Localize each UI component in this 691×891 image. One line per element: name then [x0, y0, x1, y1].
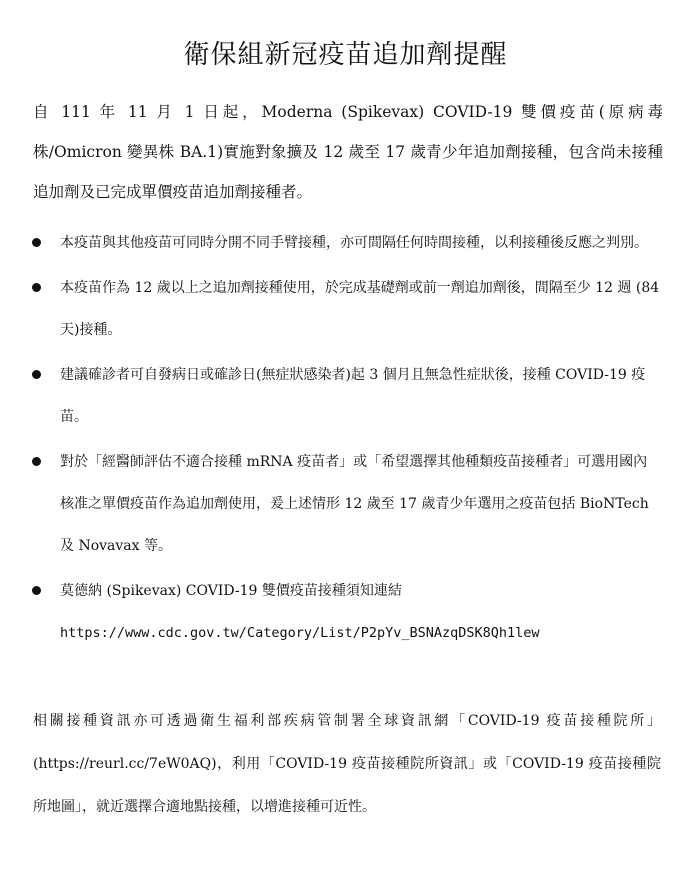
- list-item: [30, 222, 660, 264]
- list-item: [30, 441, 660, 567]
- bullet-text: 對於「經醫師評估不適合接種 mRNA 疫苗者」或「希望選擇其他種類疫苗接種者」可選用國內核准之單價疫苗作為追加劑使用，爰上述情形 12 歲至 17 歲青少年選用之疫苗包括 BioNTech 及 Novavax 等。: [60, 454, 649, 554]
- vaccine-info-link[interactable]: https://www.cdc.gov.tw/Category/List/P2pYv_BSNAzqDSK8Qh1lew: [60, 625, 540, 641]
- bullet-icon: [32, 586, 41, 595]
- bullet-text: 本疫苗作為 12 歲以上之追加劑接種使用，於完成基礎劑或前一劑追加劑後，間隔至少 12 週 (84 天)接種。: [60, 280, 660, 338]
- intro-paragraph: 自 111 年 11 月 1 日起，Moderna (Spikevax) COVID-19 雙價疫苗(原病毒株/Omicron 變異株 BA.1)實施對象擴及 12 歲至 17 歲青少年追加劑接種，包含尚未接種追加劑及已完成單價疫苗追加劑接種者。: [33, 103, 663, 201]
- list-item: [30, 570, 660, 654]
- bullet-icon: [32, 370, 41, 379]
- list-item: [30, 354, 660, 438]
- bullet-list: [30, 222, 660, 657]
- list-item: [30, 267, 660, 351]
- bullet-text: 莫德納 (Spikevax) COVID-19 雙價疫苗接種須知連結: [60, 583, 402, 599]
- bullet-text: 建議確診者可自發病日或確診日(無症狀感染者)起 3 個月且無急性症狀後，接種 COVID-19 疫苗。: [60, 367, 646, 425]
- document-title: 衛保組新冠疫苗追加劑提醒: [183, 40, 508, 70]
- closing-paragraph: 相關接種資訊亦可透過衛生福利部疾病管制署全球資訊網「COVID-19 疫苗接種院所」(https://reurl.cc/7eW0AQ)，利用「COVID-19 疫苗接種院所資訊」或「COVID-19 疫苗接種院所地圖」，就近選擇合適地點接種，以增進接種可近性。: [33, 713, 661, 815]
- bullet-icon: [32, 238, 41, 247]
- bullet-icon: [32, 457, 41, 466]
- bullet-text: 本疫苗與其他疫苗可同時分開不同手臂接種，亦可間隔任何時間接種，以利接種後反應之判別。: [60, 235, 648, 251]
- bullet-icon: [32, 283, 41, 292]
